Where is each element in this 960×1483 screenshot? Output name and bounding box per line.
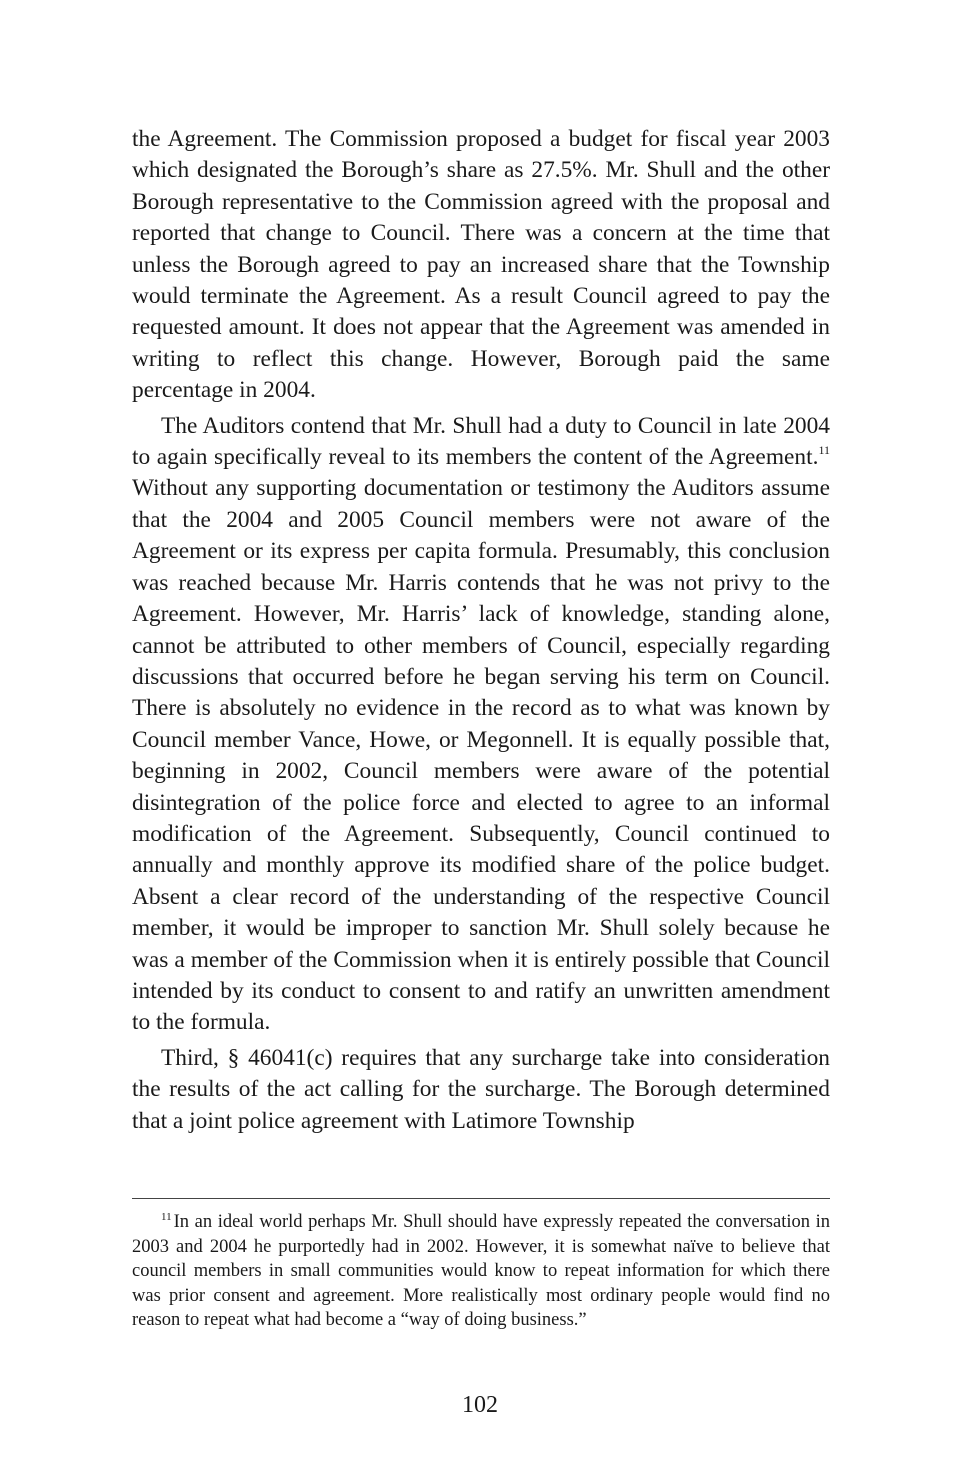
paragraph-3: Third, § 46041(c) requires that any surcharge take into consideration the results of the act calling for the surcharge. The Borough determined that a joint police agreement with Latimore Township — [132, 1044, 830, 1134]
paragraph-1: the Agreement. The Commission proposed a budget for fiscal year 2003 which designated the Borough’s share as 27.5%. Mr. Shull and the other Borough representative to the Commission agreed with the proposal and reported that change to Council. There was a concern at the time that unless the Borough agreed to pay an increased share that the Township would terminate the Agreement. As a result Council agreed to pay the requested amount. It does not appear that the Agreement was amended in writing to reflect this change. However, Borough paid the same percentage in 2004. — [132, 126, 830, 404]
paragraph-2-text-b: Without any supporting documentation or testimony the Auditors assume that the 2004 and 2005 Council members were not aware of the Agreement or its express per capita formula. Presumably, this conclusion was reached because Mr. Harris contends that he was not privy to the Agreement. However, Mr. Harris’ lack of knowledge, standing alone, cannot be attributed to other members of Council, especially regarding discussions that occurred before he began serving his term on Council. There is absolutely no evidence in the record as to what was known by Council member Vance, Howe, or Megonnell. It is equally possible that, beginning in 2002, Council members were aware of the potential disintegration of the police force and elected to agree to an informal modification of the Agreement. Subsequently, Council continued to annually and monthly approve its modified share of the police budget. Absent a clear record of the understanding of the respective Council member, it would be improper to sanction Mr. Shull solely because he was a member of the Commission when it is entirely possible that Council intended by its conduct to consent to and ratify an unwritten amendment to the formula. — [132, 475, 830, 1036]
footnote-text: In an ideal world perhaps Mr. Shull should have expressly repeated the conversation in 2003 and 2004 he purportedly had in 2002. However, it is somewhat naïve to believe that council members in small communities would know to repeat information for which there was prior consent and agreement. More realistically most ordinary people would find no reason to repeat what had become a “way of doing business.” — [132, 1212, 830, 1331]
page-body — [132, 124, 830, 1137]
footnote-11 — [132, 1210, 830, 1333]
paragraph-2-text-a: The Auditors contend that Mr. Shull had a duty to Council in late 2004 to again specifically reveal to its members the content of the Agreement. — [132, 412, 830, 471]
paragraph-2 — [132, 411, 830, 1039]
footnote-number: 11 — [161, 1210, 172, 1223]
page-number: 102 — [462, 1392, 498, 1418]
footnote-separator — [132, 1198, 830, 1199]
footnote-reference-11[interactable]: 11 — [818, 443, 830, 458]
